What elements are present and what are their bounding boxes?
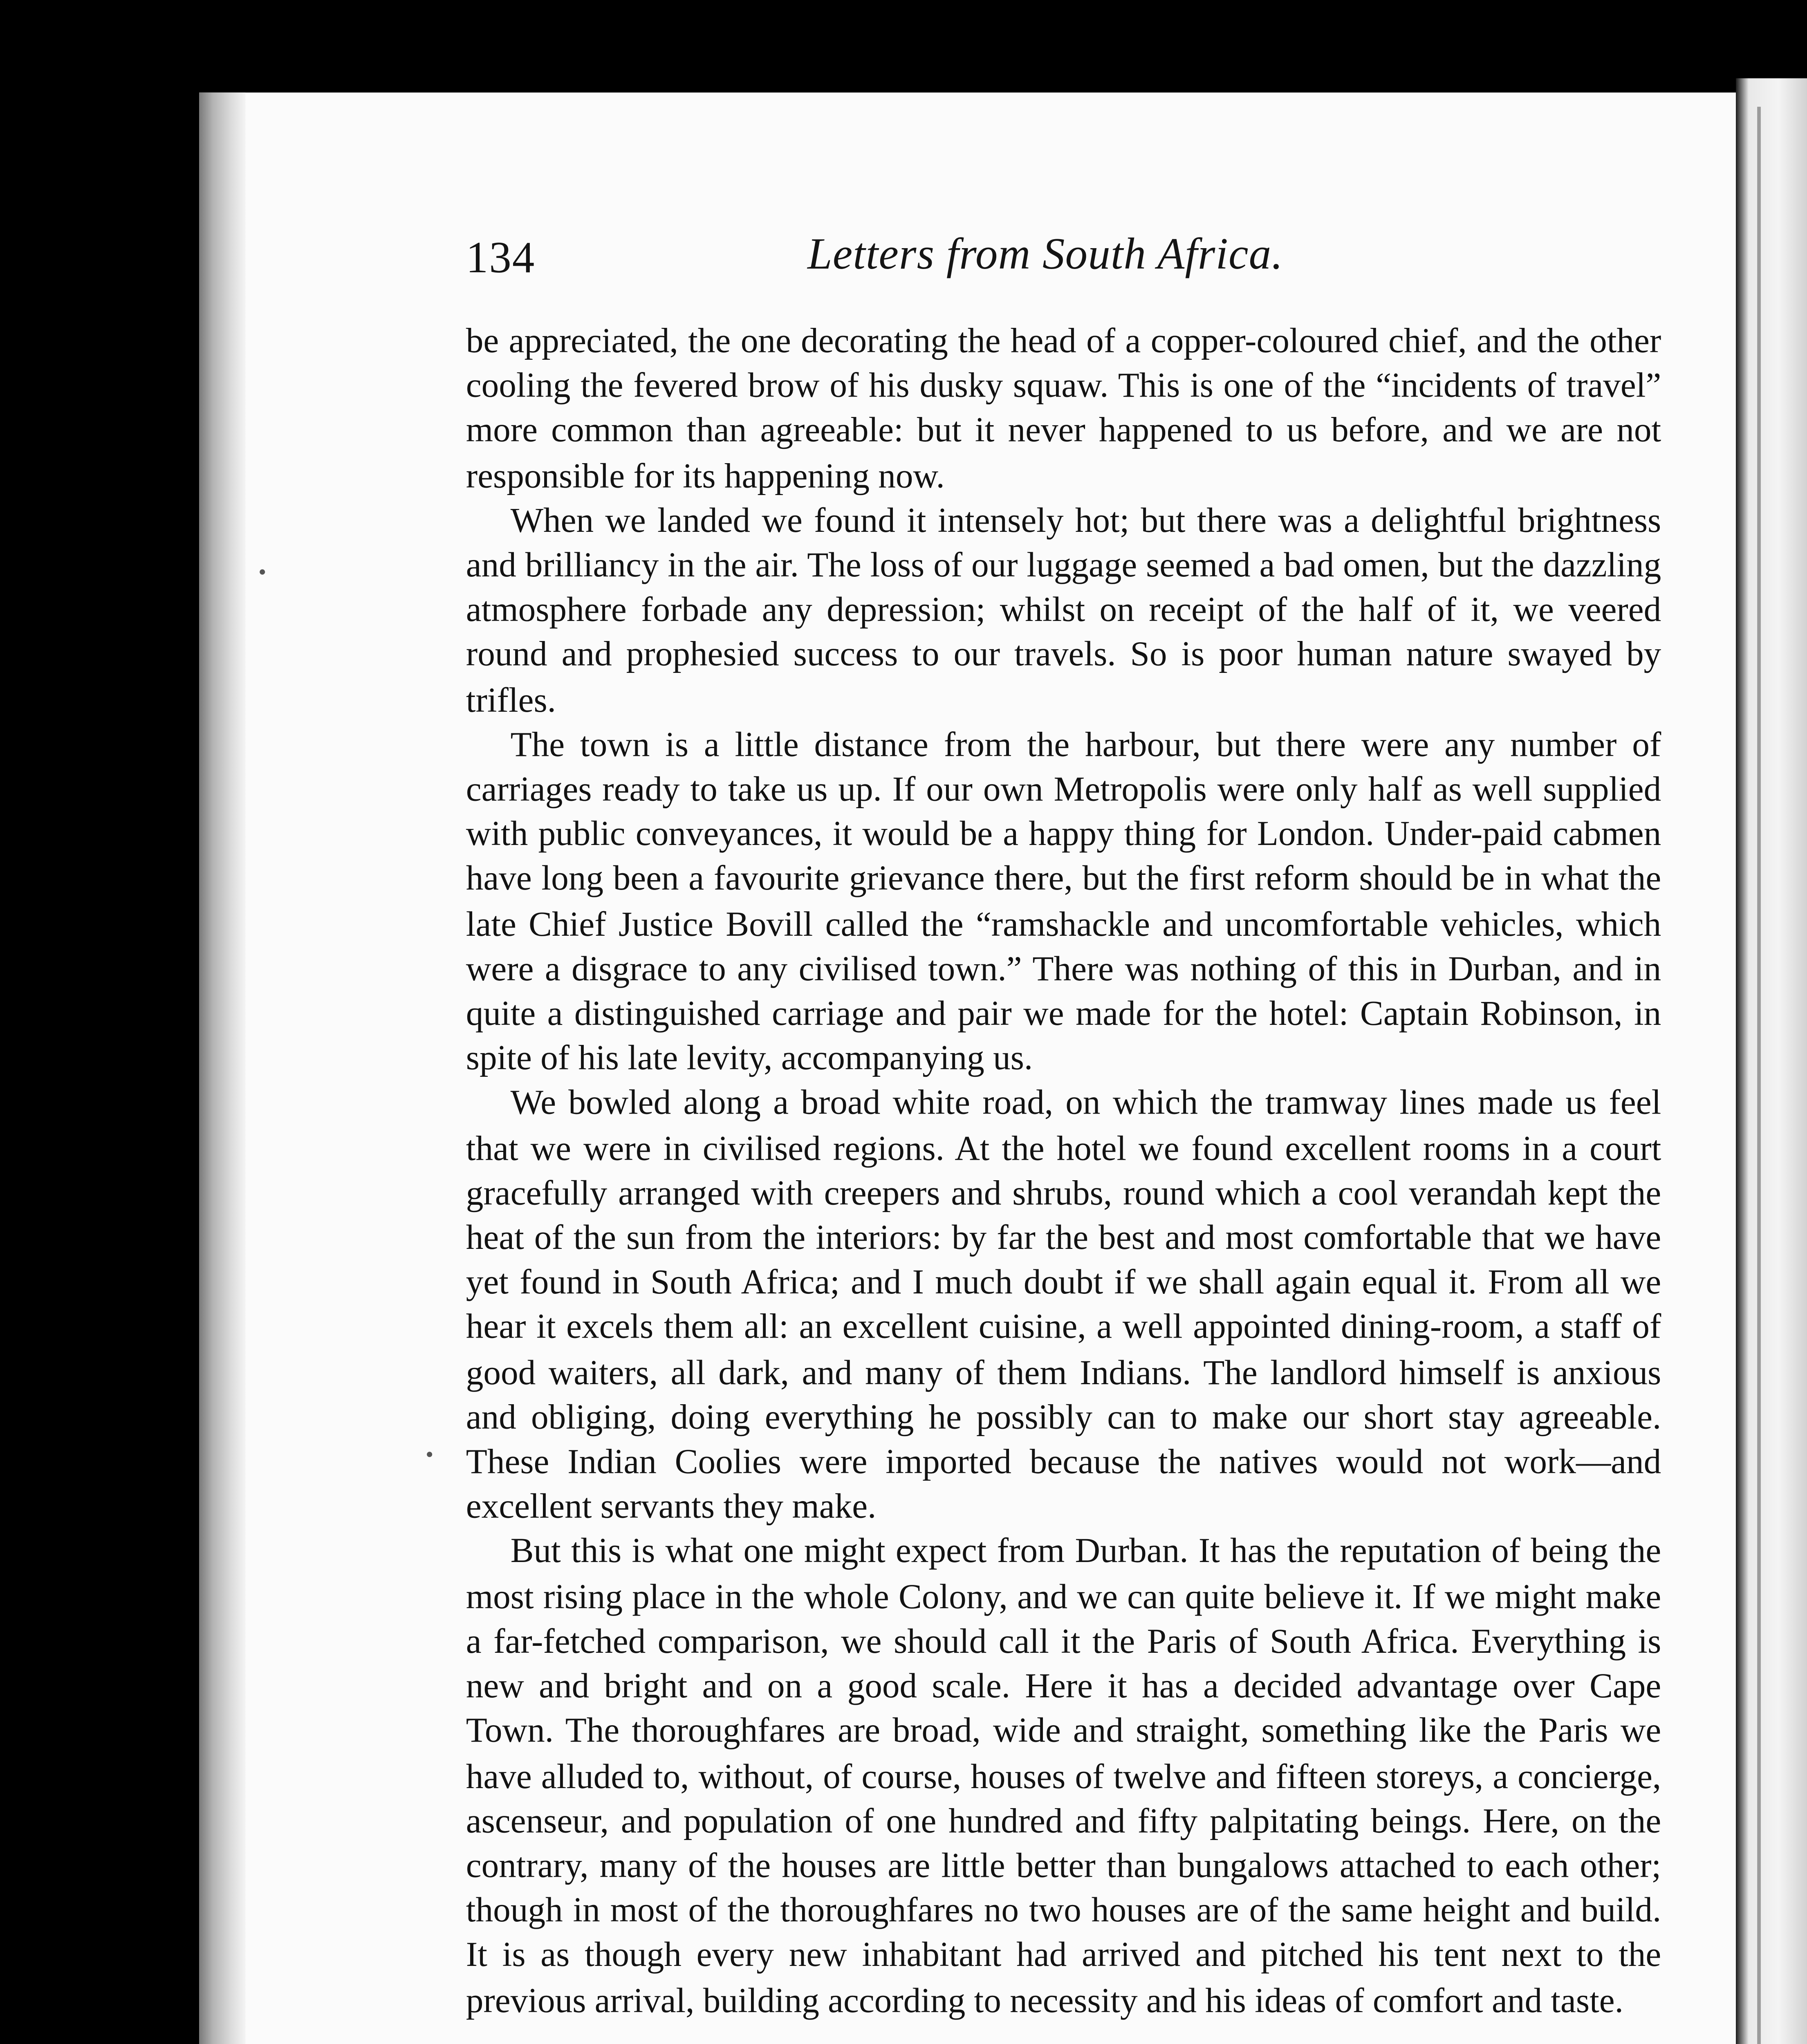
paragraph: When we landed we found it intensely hot; but there was a delightful brightness and brilliancy in the air. The loss of our luggage seemed a bad omen, but the dazzling atmosphere forbade any depression; whilst on receipt of the half of it, we veered round and prophesied success to our travels. So is poor human nature swayed by trifles. [466,503,1661,720]
paragraph: be appreciated, the one decorating the head of a copper-coloured chief, and the other cooling the fevered brow of his dusky squaw. This is one of the “incidents of travel” more common than agreeable: but it never happened to us before, and we are not responsible for its happening now. [466,324,1661,496]
page-edge-line [1757,107,1761,2044]
paragraph: But this is what one might expect from Durban. It has the reputation of being the most rising place in the whole Colony, and we can quite believe it. If we might make a far-fetched comparison, we should call it the Paris of South Africa. Everything is new and bright and on a good scale. Here it has a decided advantage over Cape Town. The thoroughfares are broad, wide and straight, something like the Paris we have alluded to, without, of course, houses of twelve and fifteen storeys, a concierge, ascenseur, and population of one hundred and fifty palpitating beings. Here, on the contrary, many of the houses are little better than bungalows attached to each other; though in most of the thoroughfares no two houses are of the same height and build. It is as though every new inhabitant had arrived and pitched his tent next to the previous arrival, building according to necessity and his ideas of comfort and taste. [466,1534,1661,2020]
page-gutter-shadow [199,92,245,2044]
facing-page-edge [1736,78,1807,2044]
page-header [466,231,1661,296]
body-text [466,320,1661,2024]
page-number: 134 [466,235,536,283]
running-title: Letters from South Africa. [807,231,1283,280]
paper-speck [260,569,265,575]
paper-speck [427,1452,432,1457]
paragraph: We bowled along a broad white road, on which the tramway lines made us feel that we were in civilised regions. At the hotel we found excellent rooms in a court gracefully arranged with creepers and shrubs, round which a cool verandah kept the heat of the sun from the interiors: by far the best and most comfortable that we have yet found in South Africa; and I much doubt if we shall again equal it. From all we hear it excels them all: an excellent cuisine, a well appointed dining-room, a staff of good waiters, all dark, and many of them Indians. The landlord himself is anxious and obliging, doing everything he possibly can to make our short stay agreeable. These Indian Coolies were imported because the natives would not work—and excellent servants they make. [466,1086,1661,1527]
paragraph: The town is a little distance from the harbour, but there were any number of carriages ready to take us up. If our own Metropolis were only half as well supplied with public conveyances, it would be a happy thing for London. Under-paid cabmen have long been a favourite grievance there, but the first reform should be in what the late Chief Justice Bovill called the “ramshackle and uncomfortable vehicles, which were a disgrace to any civilised town.” There was nothing of this in Durban, and in quite a distinguished carriage and pair we made for the hotel: Captain Robinson, in spite of his late levity, accompanying us. [466,727,1661,1079]
